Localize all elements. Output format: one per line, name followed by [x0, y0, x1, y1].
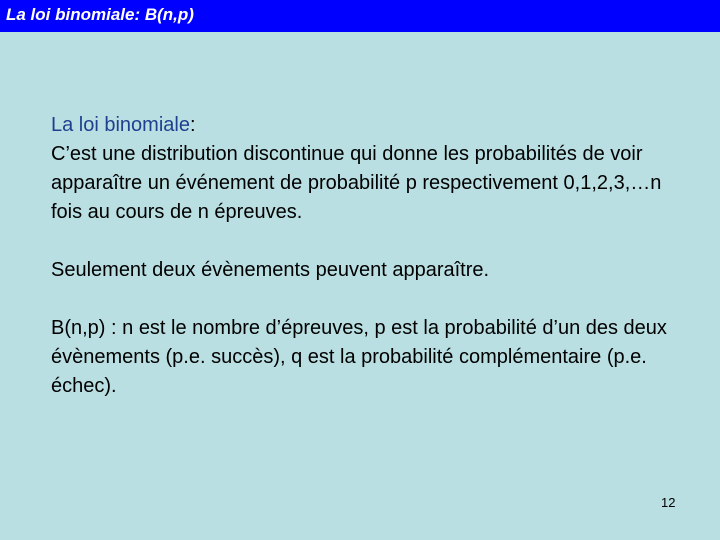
- page-number: 12: [661, 495, 676, 510]
- definition-text: C’est une distribution discontinue qui donne les probabilités de voir apparaître un événement de probabilité p respectivement 0,1,2,3,…n fois au cours de n épreuves.: [51, 143, 662, 223]
- definition-block: [51, 111, 691, 227]
- notation-paragraph: B(n,p) : n est le nombre d’épreuves, p est la probabilité d’un des deux évènements (p.e. succès), q est la probabilité complémentaire (p.e. échec).: [51, 317, 667, 397]
- slide-title: La loi binomiale: B(n,p): [6, 5, 194, 24]
- slide-content: [51, 111, 691, 401]
- title-bar: [0, 0, 720, 32]
- paragraph-spacer: [51, 227, 691, 256]
- definition-term: La loi binomiale: [51, 114, 190, 136]
- paragraph-spacer: [51, 285, 691, 314]
- events-note: Seulement deux évènements peuvent apparaître.: [51, 259, 490, 281]
- definition-term-suffix: :: [189, 114, 196, 136]
